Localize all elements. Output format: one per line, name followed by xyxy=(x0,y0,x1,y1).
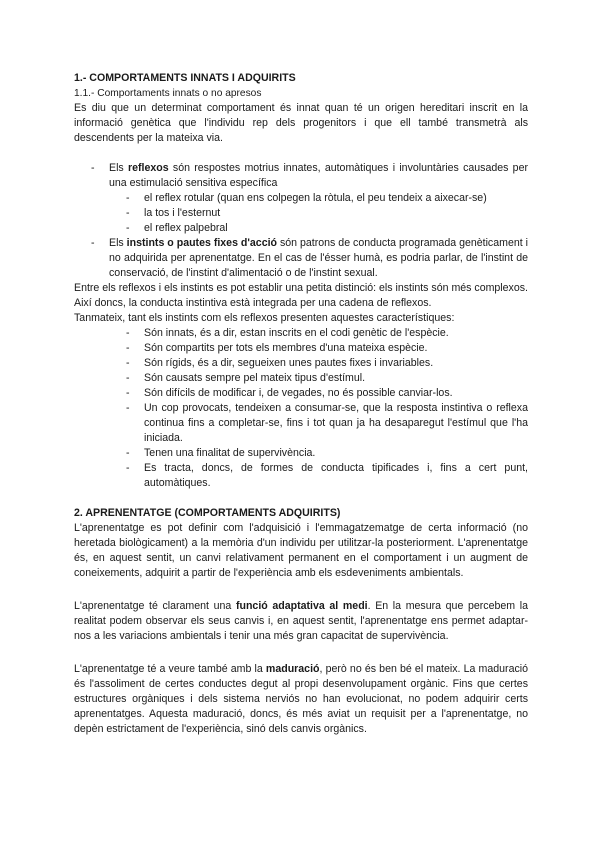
list-item: - Són difícils de modificar i, de vegades, no és possible canviar-los. xyxy=(126,387,453,399)
section-2-paragraph-2: L'aprenentatge té clarament una funció adaptativa al medi. En la mesura que percebem la realitat podem observar els seus canvis i, en aquest sentit, l'aprenentatge ens permet adaptar-nos a les variacions ambientals i tenir una més gran capacitat de supervivència. xyxy=(74,600,528,642)
list-item: - el reflex rotular (quan ens colpegen la ròtula, el peu tendeix a aixecar-se) xyxy=(126,192,487,204)
list-item: - Són causats sempre pel mateix tipus d'estímul. xyxy=(126,372,366,384)
section-1-subtitle: 1.1.- Comportaments innats o no apresos xyxy=(74,88,262,99)
term-instints: instints o pautes fixes d'acció xyxy=(126,237,278,249)
list-item: - Són rígids, és a dir, segueixen unes pautes fixes i invariables. xyxy=(126,357,434,369)
characteristics-list xyxy=(74,326,528,491)
list-item-reflexos: - Els reflexos són respostes motrius innates, automàtiques i involuntàries causades per una estimulació sensitiva específica xyxy=(91,162,528,189)
term-funcio-adaptativa: funció adaptativa al medi xyxy=(235,600,368,612)
section-1-intro: Es diu que un determinat comportament és innat quan té un origen hereditari inscrit en la informació genètica que l'individu rep dels progenitors i que ell també transmetrà als descendents per la mateixa via. xyxy=(74,102,528,144)
term-maduracio: maduració xyxy=(265,663,320,675)
section-1-paragraph-2: Entre els reflexos i els instints es pot establir una petita distinció: els instints són més complexos. Així doncs, la conducta instintiva està integrada per una cadena de reflexos. xyxy=(74,282,528,309)
list-item: - el reflex palpebral xyxy=(126,222,228,234)
list-item: - Són compartits per tots els membres d'una mateixa espècie. xyxy=(126,342,428,354)
list-item: - Són innats, és a dir, estan inscrits en el codi genètic de l'espècie. xyxy=(126,327,449,339)
section-1-paragraph-3: Tanmateix, tant els instints com els reflexos presenten aquestes característiques: xyxy=(74,312,455,324)
document-page xyxy=(74,71,528,737)
list-item: - la tos i l'esternut xyxy=(126,207,221,219)
innate-behaviour-list xyxy=(74,161,528,281)
section-1-title: 1.- COMPORTAMENTS INNATS I ADQUIRITS xyxy=(74,72,296,84)
section-2-paragraph-3: L'aprenentatge té a veure també amb la maduració, però no és ben bé el mateix. La maduració és l'assoliment de certes conductes degut al propi desenvolupament orgànic. Fins que certes estructures orgàniques i dels sistema nerviós no han evolucionat, no podem adquirir certs aprenentatges. Aquesta maduració, doncs, és més aviat un requisit per a l'aprenentatge, no depèn estrictament de l'experiència, sinó dels canvis orgànics. xyxy=(74,663,529,735)
list-item-instints: - Els instints o pautes fixes d'acció són patrons de conducta programada genèticament i no adquirida per aprenentatge. En el cas de l'ésser humà, es podria parlar, de l'instint de conservació, de l'instint d'alimentació o de l'instint sexual. xyxy=(91,237,528,279)
list-item: - Tenen una finalitat de supervivència. xyxy=(126,447,316,459)
list-item: - Un cop provocats, tendeixen a consumar-se, que la resposta instintiva o reflexa continua fins a completar-se, fins i tot quan ja ha desaparegut l'estímul que l'ha iniciada. xyxy=(126,402,528,444)
list-item: - Es tracta, doncs, de formes de conducta tipificades i, fins a cert punt, automàtiques. xyxy=(126,462,528,489)
section-2-paragraph-1: L'aprenentatge es pot definir com l'adquisició i l'emmagatzematge de certa informació (no heretada biològicament) a la memòria d'un individu per utilitzar-la posteriorment. L'aprenentatge és, en aquest sentit, un canvi relativament permanent en el comportament i un augment de coneixements, adquirit a partir de l'experiència amb els esdeveniments ambientals. xyxy=(74,522,528,579)
bullet-dash: - xyxy=(91,237,95,249)
term-reflexos: reflexos xyxy=(128,162,169,174)
bullet-dash: - xyxy=(91,162,95,174)
section-2-title: 2. APRENENTATGE (COMPORTAMENTS ADQUIRITS) xyxy=(74,507,341,519)
